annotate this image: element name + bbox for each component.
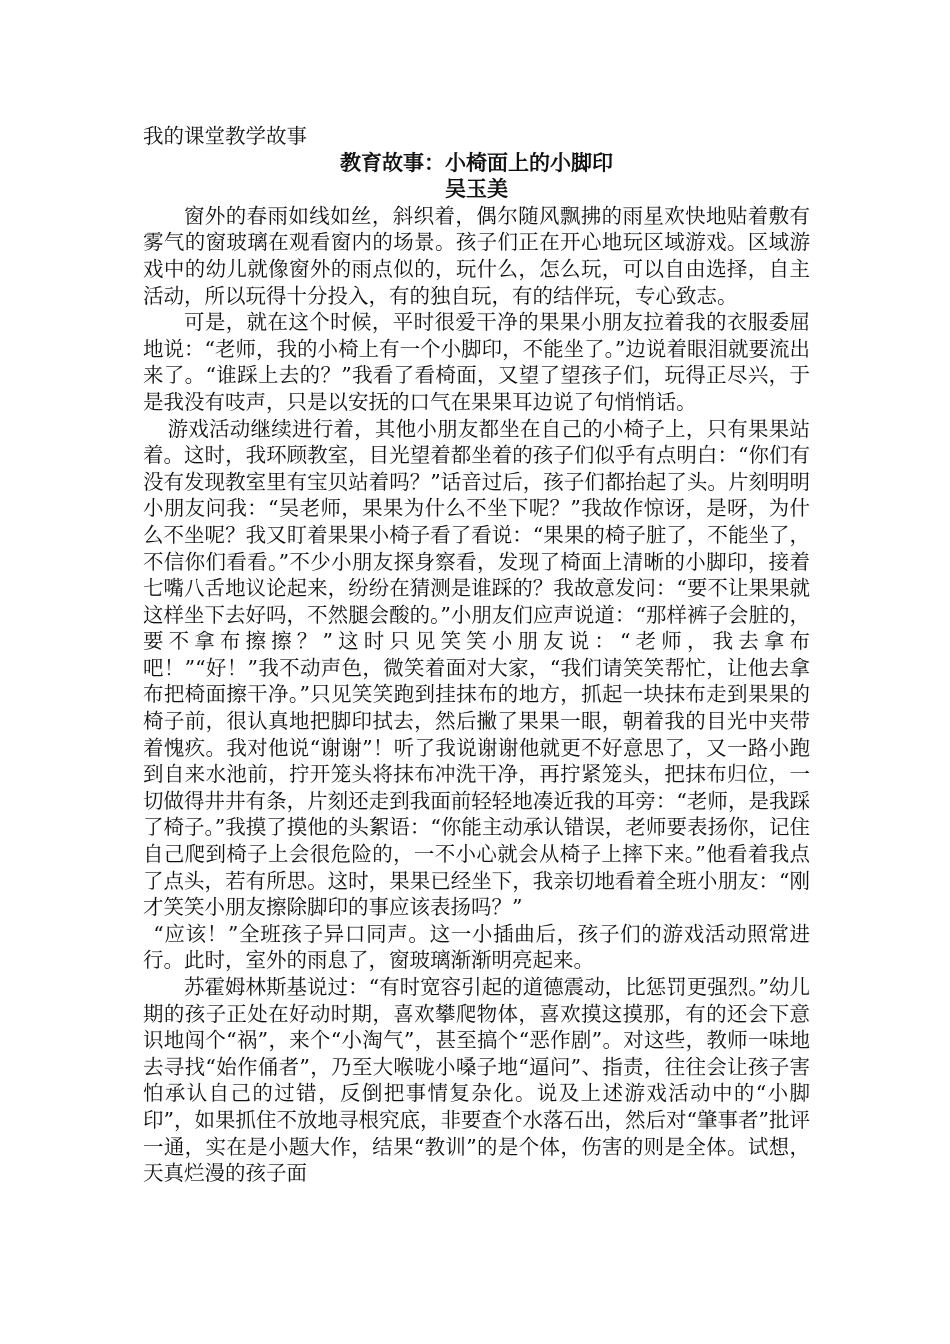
author-name: 吴玉美 [445,176,508,202]
document-body [143,123,810,1187]
paragraph-2: 可是，就在这个时候，平时很爱干净的果果小朋友拉着我的衣服委屈地说：“老师，我的小椅上有一个小脚印，不能坐了。”边说着眼泪就要流出来了。“谁踩上去的？”我看了看椅面，又望了望孩子们，玩得正尽兴，于是我没有吱声，只是以安抚的口气在果果耳边说了句悄悄话。 [143,310,810,414]
document-title: 教育故事：小椅面上的小脚印 [340,149,613,175]
paragraph-5: 苏霍姆林斯基说过：“有时宽容引起的道德震动，比惩罚更强烈。”幼儿期的孩子正处在好动时期，喜欢攀爬物体，喜欢摸这摸那，有的还会下意识地闯个“祸”，来个“小淘气”，甚至搞个“恶作剧”。对这些，教师一味地去寻找“始作俑者”，乃至大喉咙小嗓子地“逼问”、指责，往往会让孩子害怕承认自己的过错，反倒把事情复杂化。说及上述游戏活动中的“小脚印”，如果抓住不放地寻根究底，非要查个水落石出，然后对“肇事者”批评一通，实在是小题大作，结果“教训”的是个体，伤害的则是全体。试想，天真烂漫的孩子面 [143,975,810,1186]
paragraph-1: 窗外的春雨如线如丝，斜织着，偶尔随风飘拂的雨星欢快地贴着敷有雾气的窗玻璃在观看窗内的场景。孩子们正在开心地玩区域游戏。区域游戏中的幼儿就像窗外的雨点似的，玩什么，怎么玩，可以自由选择，自主活动，所以玩得十分投入，有的独自玩，有的结伴玩，专心致志。 [143,203,810,308]
paragraph-4: “应该！”全班孩子异口同声。这一小插曲后，孩子们的游戏活动照常进行。此时，室外的雨息了，窗玻璃渐渐明亮起来。 [143,921,810,973]
series-label: 我的课堂教学故事 [143,124,307,148]
paragraph-3: 游戏活动继续进行着，其他小朋友都坐在自己的小椅子上，只有果果站着。这时，我环顾教室，目光望着都坐着的孩子们似乎有点明白：“你们有没有发现教室里有宝贝站着吗？”话音过后，孩子们都抬起了头。片刻明明小朋友问我：“吴老师，果果为什么不坐下呢？”我故作惊讶，是呀，为什么不坐呢？我又盯着果果小椅子看了看说：“果果的椅子脏了，不能坐了，不信你们看看。”不少小朋友探身察看，发现了椅面上清晰的小脚印，接着七嘴八舌地议论起来，纷纷在猜测是谁踩的？我故意发问：“要不让果果就这样坐下去好吗，不然腿会酸的。”小朋友们应声说道：“那样裤子会脏的，要不拿布擦擦？”这时只见笑笑小朋友说：“老师，我去拿布吧！”“好！”我不动声色，微笑着面对大家，“我们请笑笑帮忙，让他去拿布把椅面擦干净。”只见笑笑跑到挂抹布的地方，抓起一块抹布走到果果的椅子前，很认真地把脚印拭去，然后撇了果果一眼，朝着我的目光中夹带着愧疚。我对他说“谢谢”！听了我说谢谢他就更不好意思了，又一路小跑到自来水池前，拧开笼头将抹布冲洗干净，再拧紧笼头，把抹布归位，一切做得井井有条，片刻还走到我面前轻轻地凑近我的耳旁：“老师，是我踩了椅子。”我摸了摸他的头絮语：“你能主动承认错误，老师要表扬你，记住自己爬到椅子上会很危险的，一不小心就会从椅子上摔下来。”他看着我点了点头，若有所思。这时，果果已经坐下，我亲切地看着全班小朋友：“刚才笑笑小朋友擦除脚印的事应该表扬吗？” [143,416,810,920]
